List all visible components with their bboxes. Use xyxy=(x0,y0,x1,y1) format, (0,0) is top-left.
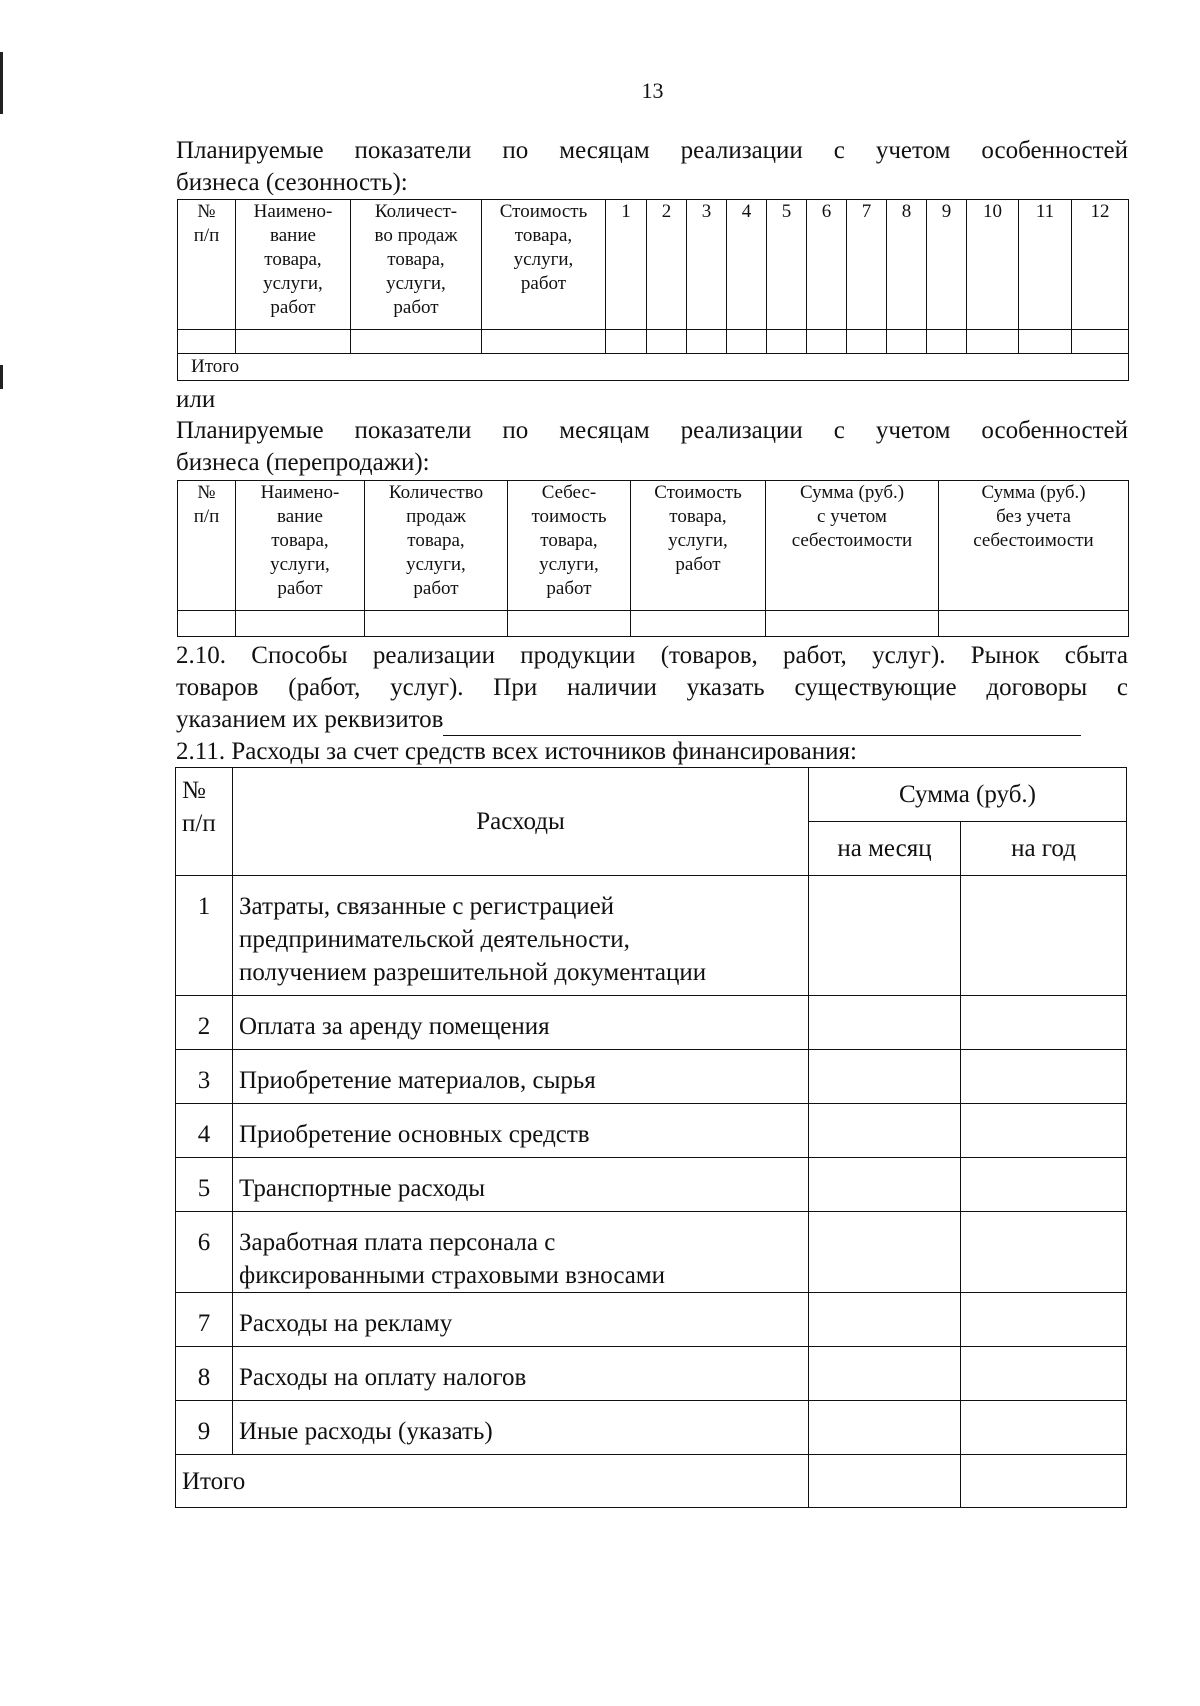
empty-cell[interactable] xyxy=(727,330,767,354)
header-cost-line: товара, xyxy=(514,225,573,246)
expense-label-line: Приобретение основных средств xyxy=(239,1121,590,1148)
empty-cell[interactable] xyxy=(351,330,482,354)
header-price xyxy=(631,481,766,611)
seasonal-empty-row xyxy=(178,330,1129,354)
expense-row-label xyxy=(233,1158,809,1212)
expense-month-cell[interactable] xyxy=(809,876,961,996)
expense-row-label xyxy=(233,876,809,996)
header-month: 1 xyxy=(606,200,647,330)
expense-row-label xyxy=(233,1212,809,1293)
empty-cell[interactable] xyxy=(236,330,351,354)
empty-cell[interactable] xyxy=(365,611,508,637)
header-cost-line: Стоимость xyxy=(499,201,588,222)
resale-empty-row xyxy=(178,611,1129,637)
header-sum-without-line: без учета xyxy=(996,506,1071,527)
expense-year-cell[interactable] xyxy=(961,1158,1127,1212)
header-price-line: работ xyxy=(675,554,721,575)
header-price-line: товара, xyxy=(669,506,727,527)
empty-cell[interactable] xyxy=(236,611,365,637)
header-qty-line: работ xyxy=(413,578,459,599)
empty-cell[interactable] xyxy=(647,330,687,354)
expense-month-cell[interactable] xyxy=(809,1158,961,1212)
header-sum-with-line: с учетом xyxy=(817,506,887,527)
expense-row-number: 2 xyxy=(176,996,233,1050)
header-month: 10 xyxy=(967,200,1019,330)
header-qty-line: услуги, xyxy=(386,273,446,294)
expense-row-label xyxy=(233,1347,809,1401)
header-sum-without xyxy=(939,481,1129,611)
expense-month-cell[interactable] xyxy=(809,1401,961,1455)
empty-cell[interactable] xyxy=(927,330,967,354)
header-name-line: Наимено- xyxy=(253,201,333,222)
sec210-line1: 2.10. Способы реализации продукции (товаров, работ, услуг). Рынок сбыта xyxy=(176,642,1128,669)
expense-label-line: Затраты, связанные с регистрацией xyxy=(239,893,615,920)
expense-month-cell[interactable] xyxy=(809,1050,961,1104)
expense-row-label xyxy=(233,996,809,1050)
expense-label-line: предпринимательской деятельности, xyxy=(239,926,630,953)
expense-month-cell[interactable] xyxy=(809,1104,961,1158)
expense-year-cell[interactable] xyxy=(961,1104,1127,1158)
empty-cell[interactable] xyxy=(508,611,631,637)
sec210-line3 xyxy=(176,704,1128,736)
header-num-line: № xyxy=(197,482,216,503)
expenses-header-year: на год xyxy=(961,822,1127,876)
expense-month-cell[interactable] xyxy=(809,1293,961,1347)
expense-row-number: 1 xyxy=(176,876,233,996)
expense-row-label xyxy=(233,1104,809,1158)
header-qty xyxy=(351,200,482,330)
expense-row xyxy=(176,1212,1127,1293)
header-sum-with-line: Сумма (руб.) xyxy=(799,482,905,503)
expenses-header-num-line: п/п xyxy=(182,810,216,837)
header-name-line: работ xyxy=(270,297,316,318)
expense-row xyxy=(176,876,1127,996)
header-qty-line: Количество xyxy=(388,482,484,503)
expense-row-number: 4 xyxy=(176,1104,233,1158)
empty-cell[interactable] xyxy=(767,330,807,354)
expenses-header-num xyxy=(176,768,233,876)
header-name-line: вание xyxy=(270,225,316,246)
header-name-line: услуги, xyxy=(270,554,330,575)
empty-cell[interactable] xyxy=(178,611,236,637)
empty-cell[interactable] xyxy=(606,330,647,354)
seasonal-total-label: Итого xyxy=(178,354,1129,381)
expense-row-label xyxy=(233,1401,809,1455)
header-month: 4 xyxy=(727,200,767,330)
header-qty-line: Количест- xyxy=(374,201,458,222)
expense-row xyxy=(176,1293,1127,1347)
header-name-line: товара, xyxy=(264,249,322,270)
expense-row-label xyxy=(233,1050,809,1104)
empty-cell[interactable] xyxy=(631,611,766,637)
empty-cell[interactable] xyxy=(1072,330,1129,354)
empty-cell[interactable] xyxy=(807,330,847,354)
empty-cell[interactable] xyxy=(687,330,727,354)
expense-year-cell[interactable] xyxy=(961,1401,1127,1455)
header-qty-line: работ xyxy=(393,297,439,318)
expense-row xyxy=(176,1104,1127,1158)
header-num xyxy=(178,481,236,611)
seasonal-header-row xyxy=(178,200,1129,330)
header-price-line: Стоимость xyxy=(654,482,742,503)
expense-row xyxy=(176,1401,1127,1455)
expense-year-cell[interactable] xyxy=(961,1293,1127,1347)
expense-label-line: Расходы на оплату налогов xyxy=(239,1364,527,1391)
expense-label-line: Расходы на рекламу xyxy=(239,1310,453,1337)
expenses-table xyxy=(175,767,1127,1508)
empty-cell[interactable] xyxy=(1019,330,1072,354)
expenses-header-num-line: № xyxy=(182,777,206,804)
expenses-header-expenses: Расходы xyxy=(233,768,809,876)
header-price-line: услуги, xyxy=(668,530,728,551)
sec210-line3-text: указанием их реквизитов xyxy=(176,706,444,733)
header-name-line: вание xyxy=(277,506,323,527)
header-month: 12 xyxy=(1072,200,1129,330)
page-number: 13 xyxy=(641,78,664,103)
expense-label-line: Оплата за аренду помещения xyxy=(239,1013,550,1040)
header-month: 5 xyxy=(767,200,807,330)
header-month: 7 xyxy=(847,200,887,330)
expense-label-line: Приобретение материалов, сырья xyxy=(239,1067,596,1094)
seasonal-table xyxy=(177,199,1129,381)
expense-label-line: Иные расходы (указать) xyxy=(239,1418,493,1445)
expense-row-number: 9 xyxy=(176,1401,233,1455)
expense-row-number: 3 xyxy=(176,1050,233,1104)
contracts-blank-field[interactable] xyxy=(443,707,1081,736)
header-name xyxy=(236,481,365,611)
header-selfcost-line: услуги, xyxy=(539,554,599,575)
expense-year-cell[interactable] xyxy=(961,1212,1127,1293)
empty-cell[interactable] xyxy=(967,330,1019,354)
seasonal-total-row xyxy=(178,354,1129,381)
expense-row xyxy=(176,1347,1127,1401)
empty-cell[interactable] xyxy=(939,611,1129,637)
header-cost-line: работ xyxy=(520,273,567,294)
expense-row-number: 5 xyxy=(176,1158,233,1212)
header-name-line: товара, xyxy=(271,530,329,551)
resale-header-row xyxy=(178,481,1129,611)
seasonal-title-line2: бизнеса (сезонность): xyxy=(176,169,408,196)
header-selfcost-line: тоимость xyxy=(531,506,607,527)
expense-row xyxy=(176,996,1127,1050)
header-qty-line: продаж xyxy=(406,506,466,527)
header-num-line: п/п xyxy=(193,225,220,246)
header-month: 8 xyxy=(887,200,927,330)
header-selfcost xyxy=(508,481,631,611)
expense-year-cell[interactable] xyxy=(961,876,1127,996)
empty-cell[interactable] xyxy=(482,330,606,354)
header-num xyxy=(178,200,236,330)
expense-row xyxy=(176,1158,1127,1212)
scan-edge-mark xyxy=(0,365,3,389)
expense-year-cell[interactable] xyxy=(961,1050,1127,1104)
expenses-header-sum: Сумма (руб.) xyxy=(809,768,1127,822)
expense-label-line: Транспортные расходы xyxy=(239,1175,486,1202)
expense-row xyxy=(176,1050,1127,1104)
empty-cell[interactable] xyxy=(766,611,939,637)
empty-cell[interactable] xyxy=(887,330,927,354)
expense-label-line: Заработная плата персонала с xyxy=(239,1229,556,1256)
header-name-line: Наимено- xyxy=(260,482,340,503)
seasonal-title-line1: Планируемые показатели по месяцам реализации с учетом особенностей xyxy=(176,137,1128,164)
header-qty-line: товара, xyxy=(387,249,445,270)
header-sum-with-line: себестоимости xyxy=(791,530,913,551)
expense-year-cell[interactable] xyxy=(961,996,1127,1050)
header-sum-with xyxy=(766,481,939,611)
resale-title-line1: Планируемые показатели по месяцам реализации с учетом особенностей xyxy=(176,417,1128,444)
expense-month-cell[interactable] xyxy=(809,996,961,1050)
empty-cell[interactable] xyxy=(178,330,236,354)
header-name xyxy=(236,200,351,330)
expenses-total-label: Итого xyxy=(176,1455,809,1508)
header-qty-line: во продаж xyxy=(374,225,458,246)
resale-title-line2: бизнеса (перепродажи): xyxy=(176,449,430,476)
resale-table xyxy=(177,480,1129,637)
header-name-line: услуги, xyxy=(263,273,323,294)
header-month: 9 xyxy=(927,200,967,330)
header-month: 6 xyxy=(807,200,847,330)
header-name-line: работ xyxy=(277,578,323,599)
header-qty-line: товара, xyxy=(407,530,465,551)
expense-year-cell[interactable] xyxy=(961,1347,1127,1401)
expense-month-cell[interactable] xyxy=(809,1347,961,1401)
expense-row-number: 8 xyxy=(176,1347,233,1401)
header-sum-without-line: себестоимости xyxy=(973,530,1094,551)
empty-cell[interactable] xyxy=(847,330,887,354)
header-month: 11 xyxy=(1019,200,1072,330)
expense-row-number: 7 xyxy=(176,1293,233,1347)
header-qty-line: услуги, xyxy=(406,554,466,575)
expense-month-cell[interactable] xyxy=(809,1212,961,1293)
expense-row-label xyxy=(233,1293,809,1347)
header-cost-line: услуги, xyxy=(513,249,574,270)
header-month: 3 xyxy=(687,200,727,330)
total-month-cell[interactable] xyxy=(809,1455,961,1508)
expense-label-line: фиксированными страховыми взносами xyxy=(239,1262,666,1289)
header-month: 2 xyxy=(647,200,687,330)
expense-label-line: получением разрешительной документации xyxy=(239,959,707,986)
sec211-title: 2.11. Расходы за счет средств всех источников финансирования: xyxy=(176,738,857,765)
total-year-cell[interactable] xyxy=(961,1455,1127,1508)
header-selfcost-line: работ xyxy=(546,578,592,599)
expenses-total-row xyxy=(176,1455,1127,1508)
header-num-line: № xyxy=(197,201,216,222)
expenses-header-month: на месяц xyxy=(809,822,961,876)
or-label: или xyxy=(176,386,216,413)
header-selfcost-line: Себес- xyxy=(541,482,597,503)
header-num-line: п/п xyxy=(193,506,220,527)
expense-row-number: 6 xyxy=(176,1212,233,1293)
expenses-header-row-1 xyxy=(176,768,1127,822)
sec210-line2: товаров (работ, услуг). При наличии указать существующие договоры с xyxy=(176,674,1128,701)
header-qty xyxy=(365,481,508,611)
header-selfcost-line: товара, xyxy=(540,530,598,551)
header-cost xyxy=(482,200,606,330)
header-sum-without-line: Сумма (руб.) xyxy=(981,482,1086,503)
